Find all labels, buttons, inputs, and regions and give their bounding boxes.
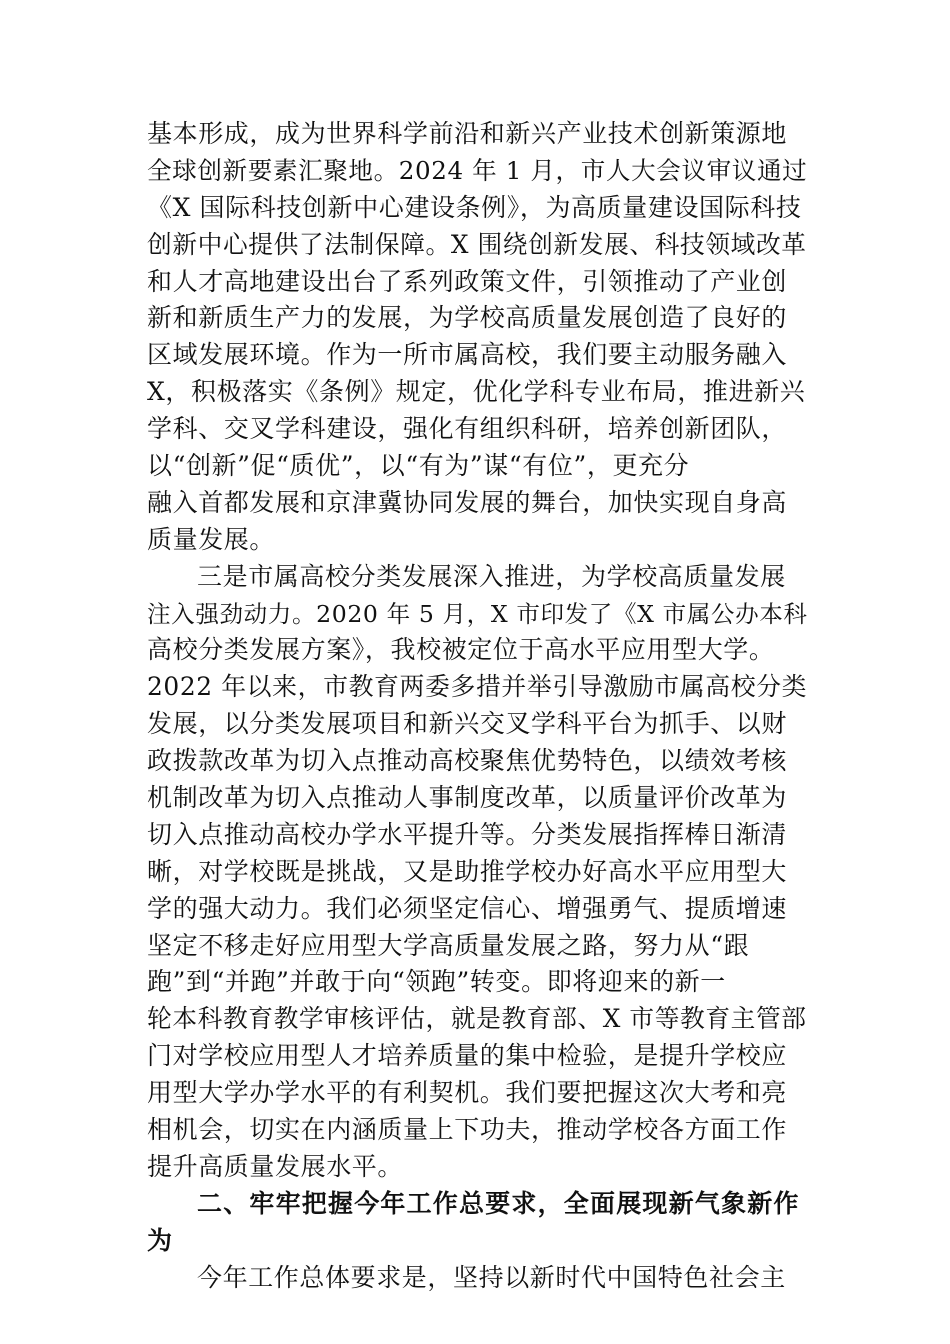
- text-line: 今年工作总体要求是，坚持以新时代中国特色社会主: [197, 1262, 786, 1292]
- text-line: 用型大学办学水平的有利契机。我们要把握这次大考和亮: [147, 1078, 788, 1108]
- text-line: 坚定不移走好应用型大学高质量发展之路，努力从“跟: [147, 930, 750, 960]
- text-line: 提升高质量发展水平。: [147, 1151, 404, 1181]
- text-line: 质量发展。: [147, 524, 276, 554]
- paragraph-work-requirements: [147, 1260, 807, 1297]
- text-line: 发展，以分类发展项目和新兴交叉学科平台为抓手、以财: [147, 709, 788, 739]
- text-line: 学的强大动力。我们必须坚定信心、增强勇气、提质增速: [147, 893, 788, 923]
- text-line: 高校分类发展方案》，我校被定位于高水平应用型大学。: [147, 635, 775, 665]
- text-line: 机制改革为切入点推动人事制度改革，以质量评价改革为: [147, 783, 788, 813]
- paragraph-regional-development: [147, 116, 807, 559]
- text-line: 门对学校应用型人才培养质量的集中检验，是提升学校应: [147, 1041, 788, 1071]
- text-line: 三是市属高校分类发展深入推进，为学校高质量发展: [197, 561, 786, 591]
- text-line: 注入强劲动力。2020 年 5 月，X 市印发了《X 市属公办本科: [147, 599, 808, 628]
- text-line: 以“创新”促“质优”，以“有为”谋“有位”，更充分: [147, 451, 690, 481]
- text-line: X，积极落实《条例》规定，优化学科专业布局，推进新兴: [147, 377, 806, 407]
- text-line: 相机会，切实在内涵质量上下功夫，推动学校各方面工作: [147, 1115, 788, 1145]
- text-line: 和人才高地建设出台了系列政策文件，引领推动了产业创: [147, 266, 788, 296]
- text-line: 学科、交叉学科建设，强化有组织科研，培养创新团队，: [147, 414, 788, 444]
- text-line: 《X 国际科技创新中心建设条例》，为高质量建设国际科技: [147, 192, 802, 222]
- text-line: 轮本科教育教学审核评估，就是教育部、X 市等教育主管部: [147, 1004, 807, 1034]
- text-line: 创新中心提供了法制保障。X 围绕创新发展、科技领域改革: [147, 229, 807, 259]
- document-body: [147, 116, 807, 1297]
- text-line: 全球创新要素汇聚地。2024 年 1 月，市人大会议审议通过: [147, 155, 808, 185]
- text-line: 融入首都发展和京津冀协同发展的舞台，加快实现自身高: [147, 487, 788, 517]
- heading-line: 二、牢牢把握今年工作总要求，全面展现新气象新作: [197, 1188, 800, 1218]
- text-line: 基本形成，成为世界科学前沿和新兴产业技术创新策源地: [147, 119, 788, 148]
- text-line: 跑”到“并跑”并敢于向“领跑”转变。即将迎来的新一: [147, 967, 726, 997]
- text-line: 晰，对学校既是挑战，又是助推学校办好高水平应用型大: [147, 856, 788, 886]
- text-line: 政拨款改革为切入点推动高校聚焦优势特色，以绩效考核: [147, 746, 788, 776]
- text-line: 切入点推动高校办学水平提升等。分类发展指挥棒日渐清: [147, 819, 788, 849]
- paragraph-classified-development: [147, 559, 807, 1186]
- text-line: 区域发展环境。作为一所市属高校，我们要主动服务融入: [147, 340, 788, 370]
- heading-line: 为: [147, 1225, 174, 1255]
- text-line: 2022 年以来，市教育两委多措并举引导激励市属高校分类: [147, 672, 808, 702]
- text-line: 新和新质生产力的发展，为学校高质量发展创造了良好的: [147, 303, 788, 333]
- section-heading: [147, 1186, 807, 1260]
